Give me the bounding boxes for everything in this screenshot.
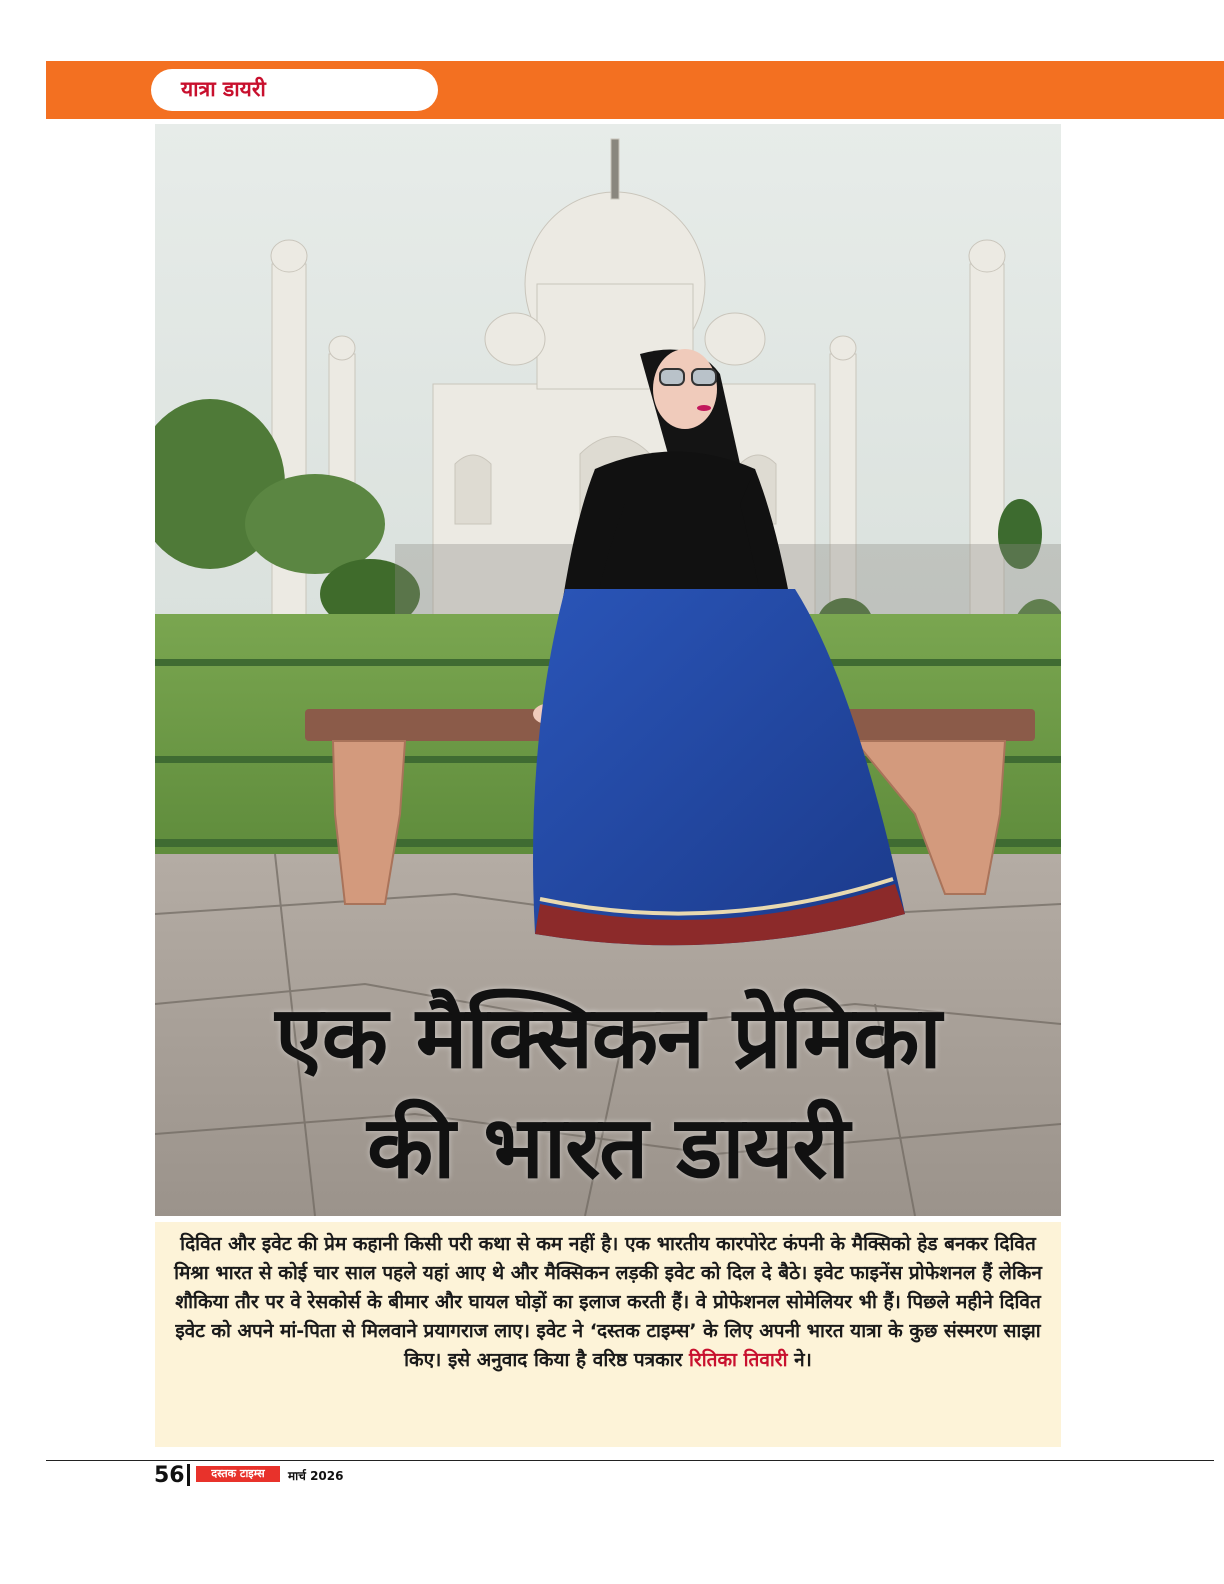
magazine-logo: दस्तक टाइम्स [196, 1466, 280, 1482]
intro-box [155, 1222, 1061, 1447]
footer-rule [46, 1460, 1214, 1461]
headline-line-2: की भारत डायरी [367, 1098, 849, 1198]
intro-paragraph [169, 1230, 1047, 1375]
intro-author: रितिका तिवारी [689, 1349, 788, 1371]
issue-date: मार्च 2026 [288, 1469, 344, 1483]
footer-divider [187, 1464, 190, 1486]
section-label: यात्रा डायरी [181, 77, 266, 101]
headline-line-1: एक मैक्सिकन प्रेमिका [275, 988, 941, 1088]
section-pill [151, 69, 438, 111]
intro-text-end: ने। [787, 1349, 812, 1371]
page-number: 56 [154, 1463, 185, 1488]
hero-photo [155, 124, 1061, 1216]
intro-text-main: दिवित और इवेट की प्रेम कहानी किसी परी कथा से कम नहीं है। एक भारतीय कारपोरेट कंपनी के मैक्सिको हेड बनकर दिवित मिश्रा भारत से कोई चार साल पहले यहां आए थे और मैक्सिकन लड़की इवेट को दिल दे बैठे। इवेट फाइनेंस प्रोफेशनल हैं लेकिन शौकिया तौर पर वे रेसकोर्स के बीमार और घायल घोड़ों का इलाज करती हैं। वे प्रोफेशनल सोमेलियर भी हैं। पिछले महीने दिवित इवेट को अपने मां-पिता से मिलवाने प्रयागराज लाए। इवेट ने ‘दस्तक टाइम्स’ के लिए अपनी भारत यात्रा के कुछ संस्मरण साझा किए। इसे अनुवाद किया है वरिष्ठ पत्रकार [174, 1233, 1042, 1371]
